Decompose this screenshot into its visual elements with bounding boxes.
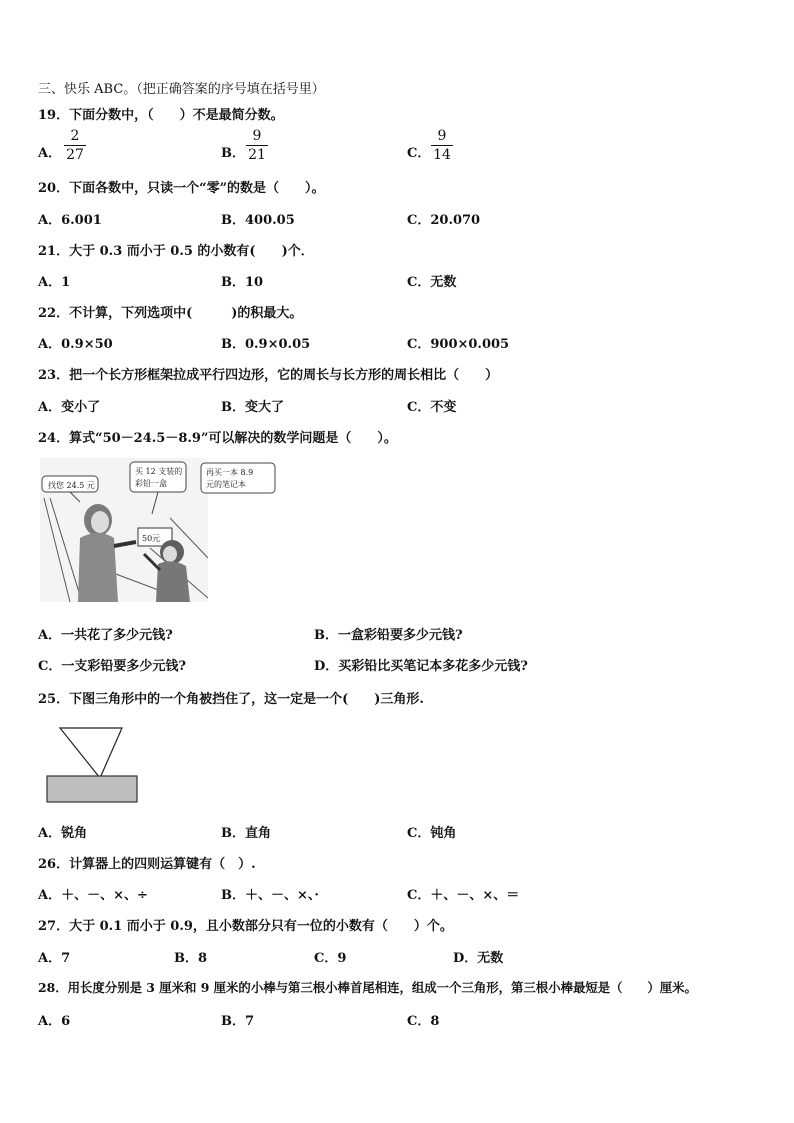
q24-bubble-pencils-line1: 买 12 支装的 bbox=[135, 467, 183, 476]
q24-bubble-notebook bbox=[200, 462, 278, 496]
q20-option-a: A．6.001 bbox=[38, 213, 102, 228]
q24-option-b: B．一盒彩铅要多少元钱? bbox=[314, 628, 463, 643]
q19-option-c-fraction bbox=[431, 128, 453, 163]
q24-option-a: A．一共花了多少元钱? bbox=[38, 628, 173, 643]
q24-illustration bbox=[40, 458, 208, 602]
q21-option-a: A．1 bbox=[38, 275, 71, 290]
q19-option-b-label: B． bbox=[221, 146, 245, 161]
q19-a-denominator: 27 bbox=[66, 147, 84, 163]
question-25-stem: 25．下图三角形中的一个角被挡住了，这一定是一个( )三角形. bbox=[38, 692, 424, 707]
q28-option-b: B．7 bbox=[221, 1014, 255, 1029]
q19-b-denominator: 21 bbox=[248, 147, 266, 163]
q24-bubble-notebook-line1: 再买一本 8.9 bbox=[206, 468, 254, 477]
q19-c-numerator: 9 bbox=[437, 128, 447, 144]
q27-option-b: B．8 bbox=[174, 951, 208, 966]
q25-option-c: C．钝角 bbox=[407, 826, 457, 841]
q22-option-c: C．900×0.005 bbox=[407, 337, 510, 352]
q19-option-c-label: C． bbox=[407, 146, 431, 161]
question-23-stem: 23．把一个长方形框架拉成平行四边形，它的周长与长方形的周长相比（ ） bbox=[38, 368, 499, 383]
question-24-stem: 24．算式“50－24.5－8.9”可以解决的数学问题是（ ）。 bbox=[38, 431, 397, 446]
q25-option-b: B．直角 bbox=[221, 826, 271, 841]
q24-bubble-pencils-line2: 彩铅一盒 bbox=[135, 479, 167, 488]
q23-option-b: B．变大了 bbox=[221, 400, 284, 415]
question-20-stem: 20．下面各数中，只读一个“零”的数是（ ）。 bbox=[38, 181, 325, 196]
q21-option-c: C．无数 bbox=[407, 275, 457, 290]
q25-triangle-figure bbox=[42, 724, 142, 804]
q19-b-numerator: 9 bbox=[252, 128, 262, 144]
question-26-stem: 26．计算器上的四则运算键有（ ）. bbox=[38, 857, 256, 872]
question-22-stem: 22．不计算，下列选项中( )的积最大。 bbox=[38, 306, 303, 321]
q28-option-c: C．8 bbox=[407, 1014, 440, 1029]
q25-option-a: A．锐角 bbox=[38, 826, 88, 841]
q24-banknote-label: 50元 bbox=[142, 534, 161, 543]
question-28-stem: 28．用长度分别是 3 厘米和 9 厘米的小棒与第三根小棒首尾相连，组成一个三角形，第三根小棒最短是（ ）厘米。 bbox=[38, 980, 697, 995]
q24-bubble-change: 找您 24.5 元 bbox=[48, 481, 95, 490]
question-19-stem: 19．下面分数中，（ ）不是最简分数。 bbox=[38, 108, 284, 123]
q27-option-a: A．7 bbox=[38, 951, 71, 966]
question-27-stem: 27．大于 0.1 而小于 0.9，且小数部分只有一位的小数有（ ）个。 bbox=[38, 919, 453, 934]
q19-a-numerator: 2 bbox=[70, 128, 80, 144]
q26-option-b: B．＋、－、×、· bbox=[221, 888, 319, 903]
q23-option-c: C．不变 bbox=[407, 400, 457, 415]
q24-bubble-notebook-line2: 元的笔记本 bbox=[206, 480, 246, 489]
q24-option-c: C．一支彩铅要多少元钱? bbox=[38, 659, 186, 674]
q19-option-a-fraction bbox=[64, 128, 86, 163]
q19-c-denominator: 14 bbox=[433, 147, 451, 163]
question-21-stem: 21．大于 0.3 而小于 0.5 的小数有( )个． bbox=[38, 244, 314, 259]
q20-option-c: C．20.070 bbox=[407, 213, 481, 228]
q28-option-a: A．6 bbox=[38, 1014, 71, 1029]
section-title: 三、快乐 ABC。（把正确答案的序号填在括号里） bbox=[38, 82, 325, 97]
q22-option-b: B．0.9×0.05 bbox=[221, 337, 311, 352]
q26-option-c: C．＋、－、×、＝ bbox=[407, 888, 520, 903]
q19-option-b-fraction bbox=[246, 128, 268, 163]
q21-option-b: B．10 bbox=[221, 275, 264, 290]
q27-option-d: D．无数 bbox=[453, 951, 504, 966]
q20-option-b: B．400.05 bbox=[221, 213, 295, 228]
q22-option-a: A．0.9×50 bbox=[38, 337, 113, 352]
q26-option-a: A．＋、－、×、÷ bbox=[38, 888, 148, 903]
q19-option-a-label: A． bbox=[38, 146, 62, 161]
q24-option-d: D．买彩铅比买笔记本多花多少元钱? bbox=[314, 659, 528, 674]
q27-option-c: C．9 bbox=[314, 951, 347, 966]
q23-option-a: A．变小了 bbox=[38, 400, 101, 415]
